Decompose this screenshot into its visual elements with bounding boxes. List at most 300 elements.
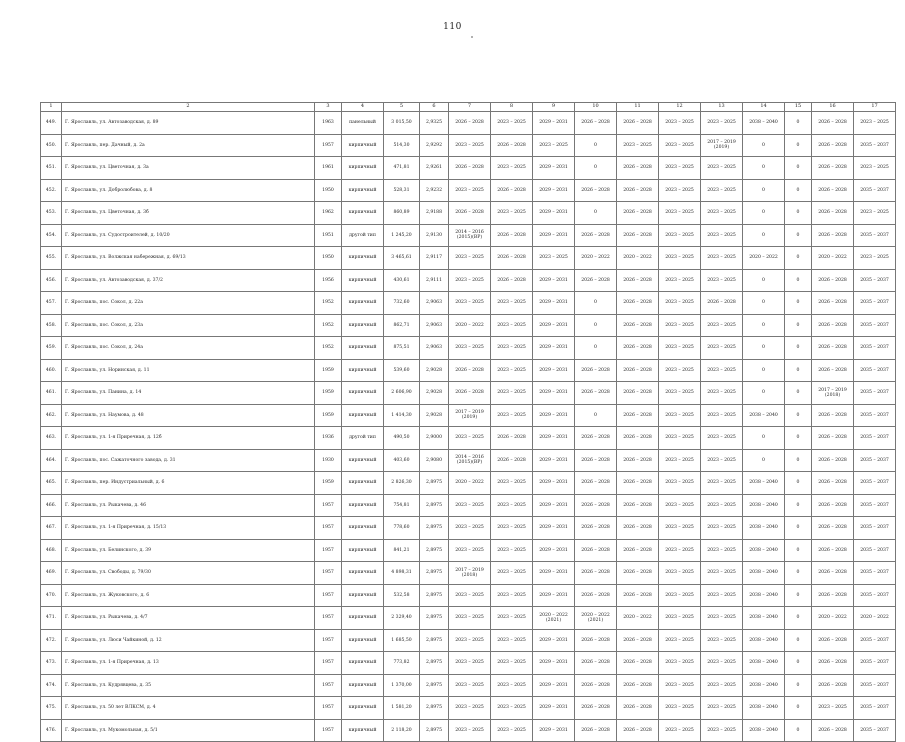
table-cell: 2020 – 2022	[617, 607, 659, 630]
table-cell: 0	[785, 607, 812, 630]
table-cell: 1957	[315, 607, 342, 630]
table-cell: 2023 – 2025	[659, 247, 701, 270]
table-cell: кирпичный	[342, 539, 384, 562]
table-cell: 0	[743, 337, 785, 360]
table-cell: 875,51	[384, 337, 420, 360]
table-cell: 2023 – 2025	[533, 134, 575, 157]
table-cell: 2023 – 2025	[491, 292, 533, 315]
table-cell: 0	[743, 382, 785, 405]
table-cell: 2026 – 2028	[617, 112, 659, 135]
table-cell: 2020 – 2022 (2021)	[575, 607, 617, 630]
table-cell: 456.	[41, 269, 62, 292]
table-cell: 455.	[41, 247, 62, 270]
table-cell: 2029 – 2031	[533, 472, 575, 495]
table-cell: 2023 – 2025	[701, 494, 743, 517]
table-cell: 1952	[315, 337, 342, 360]
table-cell: 2,9028	[420, 404, 449, 427]
table-cell: 0	[785, 652, 812, 675]
table-cell: 0	[785, 269, 812, 292]
table-cell: 2014 – 2016 (2015)(ВР)	[449, 224, 491, 247]
address-cell: Г. Ярославль, ул. Цветочная, д. 3а	[62, 157, 315, 180]
table-cell: 2035 – 2037	[854, 179, 896, 202]
table-row	[41, 314, 896, 337]
table-cell: 773,82	[384, 652, 420, 675]
address-cell: Г. Ярославль, ул. Белинского, д. 39	[62, 539, 315, 562]
table-cell: 2023 – 2025	[449, 247, 491, 270]
table-cell: 0	[743, 134, 785, 157]
table-cell: 2029 – 2031	[533, 337, 575, 360]
address-cell: Г. Ярославль, пер. Дачный, д. 2а	[62, 134, 315, 157]
table-cell: 2029 – 2031	[533, 427, 575, 450]
table-cell: 2 606,90	[384, 382, 420, 405]
table-cell: 2023 – 2025	[701, 517, 743, 540]
table-cell: 0	[743, 314, 785, 337]
table-cell: 2020 – 2022 (2021)	[533, 607, 575, 630]
table-cell: 2023 – 2025	[659, 337, 701, 360]
table-cell: 532,58	[384, 584, 420, 607]
table-cell: 0	[575, 314, 617, 337]
table-cell: 2035 – 2037	[854, 697, 896, 720]
table-cell: кирпичный	[342, 629, 384, 652]
table-cell: 2023 – 2025	[449, 607, 491, 630]
table-cell: 0	[785, 539, 812, 562]
table-cell: 2026 – 2028	[617, 629, 659, 652]
column-header: 17	[854, 103, 896, 112]
table-cell: кирпичный	[342, 449, 384, 472]
table-cell: 1957	[315, 494, 342, 517]
table-cell: 1959	[315, 359, 342, 382]
table-cell: кирпичный	[342, 674, 384, 697]
table-cell: 474.	[41, 674, 62, 697]
table-cell: 2035 – 2037	[854, 314, 896, 337]
table-cell: 2,8975	[420, 562, 449, 585]
table-cell: 3 015,50	[384, 112, 420, 135]
table-row	[41, 247, 896, 270]
table-row	[41, 359, 896, 382]
table-cell: 0	[743, 427, 785, 450]
table-cell: 2026 – 2028	[491, 427, 533, 450]
table-cell: 1957	[315, 517, 342, 540]
column-header: 11	[617, 103, 659, 112]
table-cell: 2026 – 2028	[812, 314, 854, 337]
table-row	[41, 472, 896, 495]
table-cell: 2020 – 2022	[812, 247, 854, 270]
table-cell: 2023 – 2025	[491, 202, 533, 225]
table-cell: 2020 – 2022	[617, 247, 659, 270]
address-cell: Г. Ярославль, пос. Сажаточного завода, д. 31	[62, 449, 315, 472]
table-cell: 2026 – 2028	[449, 112, 491, 135]
address-cell: Г. Ярославль, пер. Индустриальный, д. 6	[62, 472, 315, 495]
table-cell: 0	[785, 472, 812, 495]
column-header: 12	[659, 103, 701, 112]
table-cell: 2026 – 2028	[812, 674, 854, 697]
table-cell: 2026 – 2028	[617, 494, 659, 517]
address-cell: Г. Ярославль, пос. Сокол, д. 23а	[62, 314, 315, 337]
table-cell: 0	[743, 292, 785, 315]
table-body	[41, 112, 896, 742]
table-cell: 2023 – 2025	[701, 427, 743, 450]
table-cell: 2023 – 2025	[449, 652, 491, 675]
table-cell: кирпичный	[342, 584, 384, 607]
table-cell: 2026 – 2028	[617, 584, 659, 607]
table-row	[41, 202, 896, 225]
table-cell: 539,60	[384, 359, 420, 382]
table-row	[41, 652, 896, 675]
table-cell: 2,8975	[420, 652, 449, 675]
address-cell: Г. Ярославль, ул. Автозаводская, д. 37/2	[62, 269, 315, 292]
table-cell: 2,9292	[420, 134, 449, 157]
table-cell: 2023 – 2025	[701, 674, 743, 697]
table-cell: 2026 – 2028	[491, 449, 533, 472]
table-cell: 2035 – 2037	[854, 269, 896, 292]
table-cell: 2026 – 2028	[617, 157, 659, 180]
table-cell: 2026 – 2028	[701, 292, 743, 315]
address-cell: Г. Ярославль, ул. Добролюбова, д. 8	[62, 179, 315, 202]
table-cell: 2029 – 2031	[533, 652, 575, 675]
column-header: 16	[812, 103, 854, 112]
address-cell: Г. Ярославль, ул. Цветочная, д. 3б	[62, 202, 315, 225]
table-cell: 2,8975	[420, 719, 449, 742]
table-cell: 0	[785, 494, 812, 517]
table-cell: 2023 – 2025	[659, 584, 701, 607]
table-cell: 459.	[41, 337, 62, 360]
table-cell: 2026 – 2028	[617, 202, 659, 225]
table-cell: 2023 – 2025	[659, 292, 701, 315]
table-row	[41, 494, 896, 517]
table-cell: 2026 – 2028	[812, 404, 854, 427]
table-cell: кирпичный	[342, 472, 384, 495]
table-row	[41, 584, 896, 607]
table-cell: 2023 – 2025	[854, 247, 896, 270]
table-cell: 2023 – 2025	[449, 584, 491, 607]
table-cell: 462.	[41, 404, 62, 427]
table-cell: 2023 – 2025	[491, 719, 533, 742]
table-row	[41, 517, 896, 540]
table-cell: 2026 – 2028	[617, 539, 659, 562]
table-cell: 2026 – 2028	[617, 337, 659, 360]
table-cell: 2026 – 2028	[491, 179, 533, 202]
table-cell: 2026 – 2028	[491, 247, 533, 270]
table-cell: 0	[575, 292, 617, 315]
table-cell: 0	[785, 157, 812, 180]
table-cell: 2038 – 2040	[743, 562, 785, 585]
table-cell: 1951	[315, 224, 342, 247]
address-cell: Г. Ярославль, ул. Жуковского, д. 6	[62, 584, 315, 607]
table-cell: 2035 – 2037	[854, 652, 896, 675]
table-cell: 2023 – 2025	[701, 314, 743, 337]
table-row	[41, 382, 896, 405]
table-cell: 452.	[41, 179, 62, 202]
table-cell: 2023 – 2025	[491, 157, 533, 180]
table-cell: 2023 – 2025	[449, 269, 491, 292]
table-cell: 2038 – 2040	[743, 539, 785, 562]
table-cell: 2023 – 2025	[659, 202, 701, 225]
table-cell: 2023 – 2025	[701, 202, 743, 225]
table-cell: 2020 – 2022	[743, 247, 785, 270]
table-cell: 490,50	[384, 427, 420, 450]
table-cell: 2,9261	[420, 157, 449, 180]
address-cell: Г. Ярославль, ул. Автозаводская, д. 89	[62, 112, 315, 135]
table-cell: 2035 – 2037	[854, 562, 896, 585]
table-cell: 461.	[41, 382, 62, 405]
table-cell: 430,61	[384, 269, 420, 292]
table-row	[41, 292, 896, 315]
table-cell: 1957	[315, 539, 342, 562]
table-cell: 2,9232	[420, 179, 449, 202]
table-cell: 2 826,30	[384, 472, 420, 495]
table-cell: 4 898,31	[384, 562, 420, 585]
table-cell: 1957	[315, 719, 342, 742]
table-cell: 2023 – 2025	[659, 359, 701, 382]
address-cell: Г. Ярославль, ул. 1-я Приречная, д. 13	[62, 652, 315, 675]
table-cell: 1 414,30	[384, 404, 420, 427]
table-cell: 2023 – 2025	[659, 179, 701, 202]
table-cell: 2026 – 2028	[575, 112, 617, 135]
table-cell: 0	[785, 382, 812, 405]
table-cell: 2,9325	[420, 112, 449, 135]
table-row	[41, 539, 896, 562]
table-cell: 2026 – 2028	[812, 562, 854, 585]
table-row	[41, 157, 896, 180]
table-cell: 1 685,50	[384, 629, 420, 652]
table-cell: 3 465,61	[384, 247, 420, 270]
table-cell: 2026 – 2028	[812, 517, 854, 540]
table-cell: 0	[743, 202, 785, 225]
table-cell: 2026 – 2028	[812, 584, 854, 607]
table-cell: кирпичный	[342, 202, 384, 225]
address-cell: Г. Ярославль, пос. Сокол, д. 24а	[62, 337, 315, 360]
address-cell: Г. Ярославль, ул. Наумова, д. 48	[62, 404, 315, 427]
table-cell: 2,9130	[420, 224, 449, 247]
table-cell: 1952	[315, 292, 342, 315]
table-cell: 2029 – 2031	[533, 179, 575, 202]
table-cell: 2023 – 2025	[491, 494, 533, 517]
table-cell: 2023 – 2025	[701, 112, 743, 135]
table-cell: 2023 – 2025	[701, 562, 743, 585]
table-cell: 2,8975	[420, 607, 449, 630]
column-header: 8	[491, 103, 533, 112]
address-cell: Г. Ярославль, ул. Люси Чайкиной, д. 12	[62, 629, 315, 652]
table-row	[41, 449, 896, 472]
table-cell: 2023 – 2025	[701, 359, 743, 382]
table-cell: 0	[785, 179, 812, 202]
table-cell: 2026 – 2028	[575, 517, 617, 540]
table-cell: 2,8975	[420, 584, 449, 607]
table-cell: 2029 – 2031	[533, 157, 575, 180]
table-cell: 2026 – 2028	[575, 179, 617, 202]
table-cell: 2026 – 2028	[812, 629, 854, 652]
table-row	[41, 562, 896, 585]
table-cell: 2023 – 2025	[659, 719, 701, 742]
table-cell: 469.	[41, 562, 62, 585]
table-cell: кирпичный	[342, 517, 384, 540]
table-cell: 2038 – 2040	[743, 494, 785, 517]
table-cell: 0	[743, 269, 785, 292]
table-cell: 0	[743, 359, 785, 382]
table-cell: 2,8975	[420, 539, 449, 562]
table-cell: 2020 – 2022	[449, 314, 491, 337]
table-cell: 2026 – 2028	[449, 157, 491, 180]
table-cell: кирпичный	[342, 134, 384, 157]
table-cell: 2026 – 2028	[575, 224, 617, 247]
table-cell: 2038 – 2040	[743, 719, 785, 742]
table-cell: 2023 – 2025	[659, 224, 701, 247]
table-cell: 0	[785, 404, 812, 427]
address-cell: Г. Ярославль, ул. Свободы, д. 79/30	[62, 562, 315, 585]
table-cell: 2026 – 2028	[575, 697, 617, 720]
table-cell: 2035 – 2037	[854, 629, 896, 652]
table-cell: 2023 – 2025	[659, 157, 701, 180]
table-cell: 2026 – 2028	[617, 404, 659, 427]
table-cell: 2023 – 2025	[659, 427, 701, 450]
table-cell: 2035 – 2037	[854, 134, 896, 157]
table-cell: 1961	[315, 157, 342, 180]
table-cell: 2029 – 2031	[533, 539, 575, 562]
address-cell: Г. Ярославль, ул. 1-я Приречная, д. 15/13	[62, 517, 315, 540]
table-cell: 2029 – 2031	[533, 584, 575, 607]
table-cell: 778,60	[384, 517, 420, 540]
table-cell: 2038 – 2040	[743, 652, 785, 675]
table-cell: 2026 – 2028	[449, 382, 491, 405]
table-cell: 2023 – 2025	[854, 112, 896, 135]
table-cell: 2023 – 2025	[701, 157, 743, 180]
table-cell: 2026 – 2028	[812, 337, 854, 360]
table-cell: 2023 – 2025	[659, 382, 701, 405]
table-cell: 2038 – 2040	[743, 697, 785, 720]
table-cell: 2,9028	[420, 382, 449, 405]
table-cell: 0	[785, 314, 812, 337]
column-header: 10	[575, 103, 617, 112]
table-cell: 2023 – 2025	[449, 517, 491, 540]
table-cell: 463.	[41, 427, 62, 450]
table-cell: кирпичный	[342, 697, 384, 720]
table-row	[41, 404, 896, 427]
table-cell: 466.	[41, 494, 62, 517]
table-cell: 2023 – 2025	[449, 674, 491, 697]
table-cell: 473.	[41, 652, 62, 675]
column-header: 1	[41, 103, 62, 112]
table-cell: 2026 – 2028	[812, 112, 854, 135]
table-cell: 476.	[41, 719, 62, 742]
table-cell: 0	[785, 292, 812, 315]
table-cell: кирпичный	[342, 179, 384, 202]
table-cell: 2023 – 2025	[701, 449, 743, 472]
table-cell: 2026 – 2028	[617, 719, 659, 742]
table-cell: 2023 – 2025	[659, 629, 701, 652]
table-cell: 2029 – 2031	[533, 697, 575, 720]
table-cell: кирпичный	[342, 562, 384, 585]
table-cell: 2029 – 2031	[533, 494, 575, 517]
table-cell: 2023 – 2025	[491, 382, 533, 405]
table-cell: 2038 – 2040	[743, 584, 785, 607]
table-cell: 403,60	[384, 449, 420, 472]
table-cell: 457.	[41, 292, 62, 315]
table-cell: 2023 – 2025	[449, 337, 491, 360]
table-cell: 2035 – 2037	[854, 517, 896, 540]
table-cell: 2035 – 2037	[854, 449, 896, 472]
table-cell: 2026 – 2028	[617, 359, 659, 382]
table-row	[41, 629, 896, 652]
table-cell: 2035 – 2037	[854, 224, 896, 247]
table-cell: 2023 – 2025	[659, 607, 701, 630]
table-cell: 2029 – 2031	[533, 719, 575, 742]
table-cell: 862,71	[384, 314, 420, 337]
table-cell: 2029 – 2031	[533, 202, 575, 225]
table-cell: 2023 – 2025	[491, 562, 533, 585]
table-cell: 472.	[41, 629, 62, 652]
table-cell: 2023 – 2025	[701, 224, 743, 247]
table-cell: 2023 – 2025	[449, 427, 491, 450]
table-cell: 2023 – 2025	[701, 629, 743, 652]
table-cell: 2026 – 2028	[575, 427, 617, 450]
table-cell: 2026 – 2028	[617, 449, 659, 472]
table-cell: 1957	[315, 134, 342, 157]
table-cell: 2 329,40	[384, 607, 420, 630]
table-cell: 2026 – 2028	[617, 674, 659, 697]
table-cell: 2023 – 2025	[659, 494, 701, 517]
table-cell: 467.	[41, 517, 62, 540]
table-cell: 2,9080	[420, 449, 449, 472]
address-cell: Г. Ярославль, ул. Панина, д. 14	[62, 382, 315, 405]
table-cell: 2,9117	[420, 247, 449, 270]
table-cell: 2023 – 2025	[449, 179, 491, 202]
table-cell: 1 370,00	[384, 674, 420, 697]
table-cell: 2023 – 2025	[491, 517, 533, 540]
table-cell: 2026 – 2028	[617, 269, 659, 292]
table-cell: 2029 – 2031	[533, 404, 575, 427]
address-cell: Г. Ярославль, ул. Волжская набережная, д. 69/13	[62, 247, 315, 270]
table-cell: 2026 – 2028	[617, 179, 659, 202]
table-row	[41, 697, 896, 720]
table-cell: 2017 – 2019 (2018)	[812, 382, 854, 405]
table-cell: 1957	[315, 629, 342, 652]
table-cell: 2026 – 2028	[575, 652, 617, 675]
table-cell: 0	[785, 337, 812, 360]
table-cell: 475.	[41, 697, 62, 720]
table-cell: 2023 – 2025	[659, 697, 701, 720]
table-cell: 2029 – 2031	[533, 674, 575, 697]
address-cell: Г. Ярославль, ул. 1-я Приречная, д. 12б	[62, 427, 315, 450]
table-cell: 2029 – 2031	[533, 382, 575, 405]
table-header	[41, 103, 896, 112]
table-cell: 2026 – 2028	[575, 269, 617, 292]
table-cell: 2029 – 2031	[533, 269, 575, 292]
table-cell: 2,9000	[420, 427, 449, 450]
table-row	[41, 607, 896, 630]
table-cell: 2026 – 2028	[617, 517, 659, 540]
table-cell: 0	[785, 629, 812, 652]
column-header: 7	[449, 103, 491, 112]
table-cell: 1 245,20	[384, 224, 420, 247]
table-cell: 732,60	[384, 292, 420, 315]
address-cell: Г. Ярославль, ул. Мукомольная, д. 5/1	[62, 719, 315, 742]
table-cell: 2026 – 2028	[617, 697, 659, 720]
table-cell: 0	[743, 157, 785, 180]
table-cell: 449.	[41, 112, 62, 135]
address-cell: Г. Ярославль, ул. Судостроителей, д. 10/20	[62, 224, 315, 247]
table-cell: 453.	[41, 202, 62, 225]
table-cell: 2026 – 2028	[575, 719, 617, 742]
table-cell: 2026 – 2028	[617, 224, 659, 247]
table-cell: 2026 – 2028	[812, 359, 854, 382]
table-cell: 2017 – 2019 (2019)	[701, 134, 743, 157]
table-cell: 2026 – 2028	[491, 134, 533, 157]
table-cell: 1959	[315, 472, 342, 495]
table-cell: 2026 – 2028	[812, 269, 854, 292]
table-row	[41, 337, 896, 360]
table-cell: 2023 – 2025	[701, 269, 743, 292]
table-cell: 2,8975	[420, 517, 449, 540]
